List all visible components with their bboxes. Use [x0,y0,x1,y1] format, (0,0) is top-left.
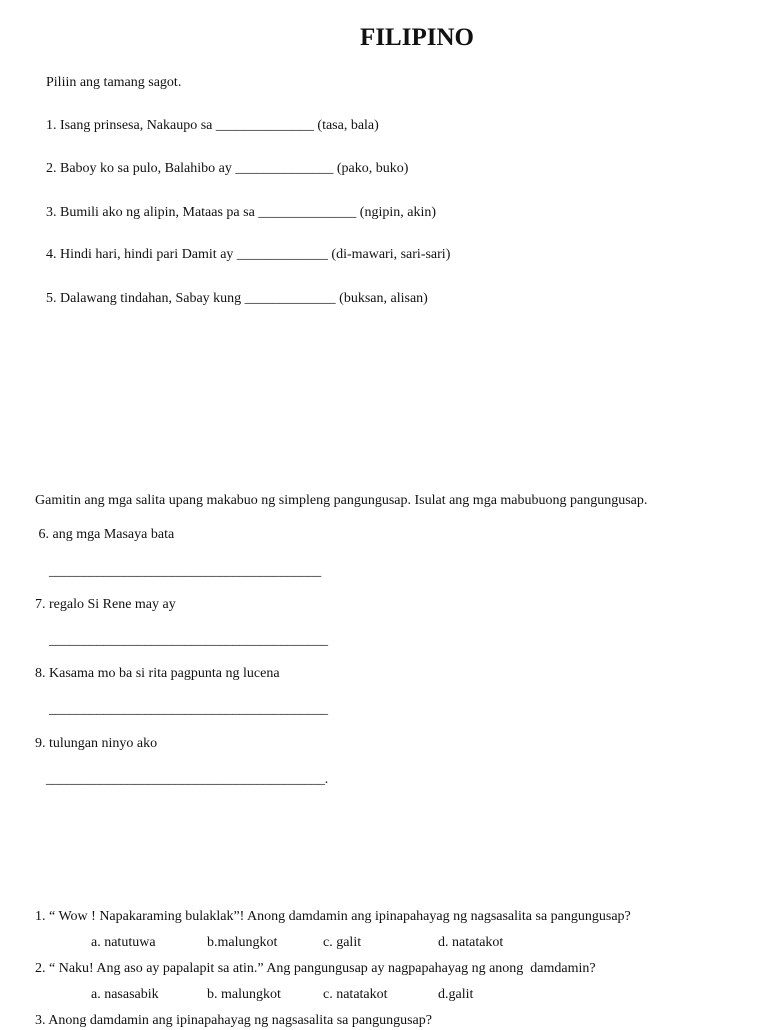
riddle-item-5: 5. Dalawang tindahan, Sabay kung _____________ (buksan, alisan) [46,291,428,306]
mc-question-2-choice-b: b. malungkot [207,987,281,1002]
mc-question-1-choice-a: a. natutuwa [91,935,156,950]
sentence-item-7-prompt: 7. regalo Si Rene may ay [35,597,176,612]
riddle-item-4: 4. Hindi hari, hindi pari Damit ay _____________ (di-mawari, sari-sari) [46,247,451,262]
mc-question-1-choice-b: b.malungkot [207,935,278,950]
page-title: FILIPINO [360,24,474,51]
sentence-item-8-prompt: 8. Kasama mo ba si rita pagpunta ng lucena [35,666,280,681]
sentence-item-9-prompt: 9. tulungan ninyo ako [35,736,158,751]
sentence-item-6-prompt: 6. ang mga Masaya bata [35,527,175,542]
mc-question-1-choice-d: d. natatakot [438,935,504,950]
mc-question-2: 2. “ Naku! Ang aso ay papalapit sa atin.” Ang pangungusap ay nagpapahayag ng anong damdamin? [35,961,596,976]
sentence-item-8-answer-line: _________________________________________ [49,702,328,717]
mc-question-2-choice-c: c. natatakot [323,987,388,1002]
sentence-item-7-answer-line: _________________________________________ [49,633,328,648]
mc-question-3: 3. Anong damdamin ang ipinapahayag ng nagsasalita sa pangungusap? [35,1013,432,1028]
mc-question-1-choice-c: c. galit [323,935,362,950]
section1-instruction: Piliin ang tamang sagot. [46,75,182,90]
mc-question-2-choice-a: a. nasasabik [91,987,159,1002]
sentence-item-6-answer-line: ________________________________________ [49,564,322,579]
section2-instruction: Gamitin ang mga salita upang makabuo ng simpleng pangungusap. Isulat ang mga mabubuong pangungusap. [35,493,648,508]
riddle-item-3: 3. Bumili ako ng alipin, Mataas pa sa ______________ (ngipin, akin) [46,205,437,220]
mc-question-2-choice-d: d.galit [438,987,474,1002]
riddle-item-1: 1. Isang prinsesa, Nakaupo sa ______________ (tasa, bala) [46,118,379,133]
sentence-item-9-answer-line: _________________________________________. [46,772,329,787]
mc-question-1: 1. “ Wow ! Napakaraming bulaklak”! Anong damdamin ang ipinapahayag ng nagsasalita sa pangungusap? [35,909,631,924]
riddle-item-2: 2. Baboy ko sa pulo, Balahibo ay ______________ (pako, buko) [46,161,409,176]
